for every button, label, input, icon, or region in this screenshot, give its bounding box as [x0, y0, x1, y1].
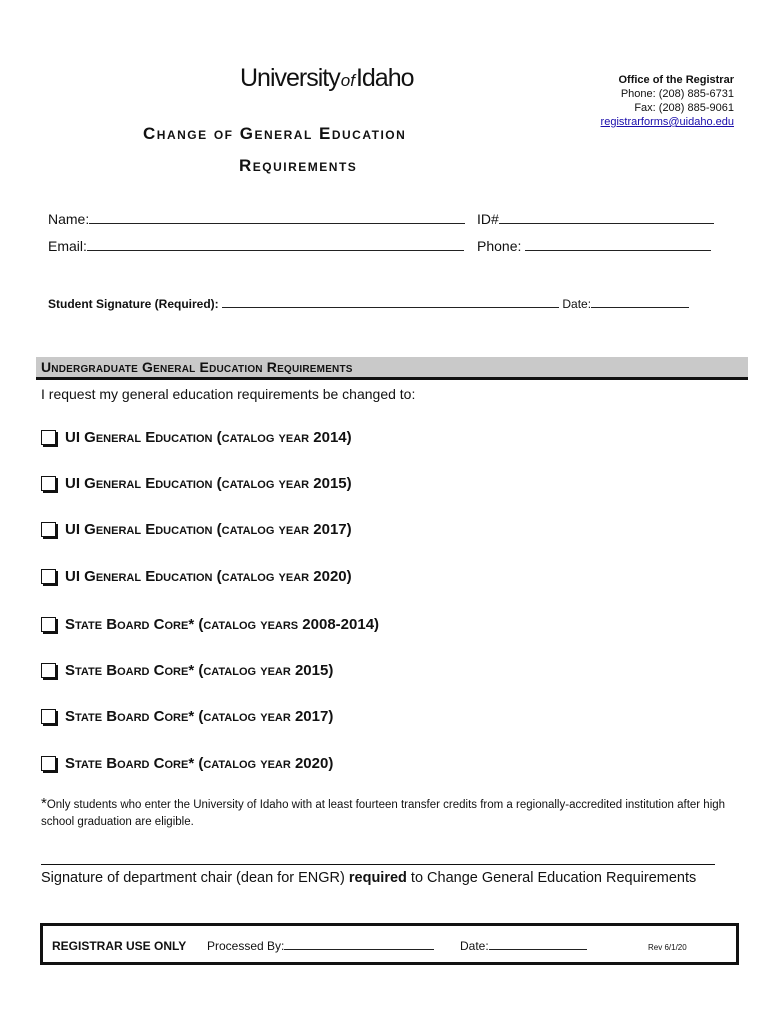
email-label: Email: — [48, 238, 87, 254]
option-label: State Board Core* (catalog year 2020) — [65, 755, 334, 772]
revision-label: Rev 6/1/20 — [648, 943, 687, 952]
department-signature-caption — [41, 870, 696, 886]
footnote-text: Only students who enter the University of Idaho with at least fourteen transfer credits from a regionally-accredited institution after high school graduation are eligible. — [41, 799, 726, 828]
option-ui-gen-ed-2020[interactable] — [41, 568, 352, 585]
office-phone: Phone: (208) 885-6731 — [620, 88, 734, 100]
phone-label: Phone: — [477, 238, 522, 254]
checkbox[interactable] — [41, 663, 56, 678]
option-label: State Board Core* (catalog years 2008-2014) — [65, 616, 380, 633]
checkbox[interactable] — [41, 522, 56, 537]
dept-caption-before: Signature of department chair (dean for ENGR) — [41, 870, 349, 886]
option-state-board-2020[interactable] — [41, 755, 333, 772]
request-text: I request my general education requirements be changed to: — [41, 386, 416, 402]
department-signature-line[interactable] — [41, 864, 715, 865]
footnote — [41, 795, 741, 831]
signature-label: Student Signature (Required): — [48, 297, 219, 311]
email-input-line[interactable] — [87, 238, 464, 251]
name-input-line[interactable] — [89, 211, 465, 224]
option-state-board-2015[interactable] — [41, 662, 333, 679]
dept-caption-after: to Change General Education Requirements — [406, 870, 697, 886]
phone-input-line[interactable] — [525, 238, 711, 251]
phone-field[interactable] — [477, 238, 711, 254]
name-label: Name: — [48, 211, 90, 227]
student-signature-field[interactable] — [48, 297, 689, 311]
option-ui-gen-ed-2017[interactable] — [41, 521, 352, 538]
logo-text-of: of — [340, 71, 355, 90]
logo-text-idaho: Idaho — [355, 64, 414, 92]
office-title: Office of the Registrar — [618, 74, 734, 86]
option-state-board-2008-2014[interactable] — [41, 616, 379, 633]
checkbox[interactable] — [41, 617, 56, 632]
checkbox[interactable] — [41, 476, 56, 491]
registrar-date-line[interactable] — [489, 939, 587, 950]
option-ui-gen-ed-2014[interactable] — [41, 429, 352, 446]
option-label: State Board Core* (catalog year 2017) — [65, 708, 334, 725]
signature-date-input-line[interactable] — [591, 297, 689, 308]
section-title: Undergraduate General Education Requirements — [41, 359, 353, 375]
processed-by-field[interactable] — [207, 939, 434, 953]
registrar-use-only-label: REGISTRAR USE ONLY — [52, 939, 187, 953]
registrar-date-label: Date: — [460, 939, 489, 953]
university-logo — [240, 64, 414, 93]
checkbox[interactable] — [41, 569, 56, 584]
form-title-line1: Change of General Education — [143, 124, 407, 143]
footnote-asterisk: * — [41, 795, 47, 812]
signature-date-label: Date: — [562, 297, 592, 311]
email-field[interactable] — [48, 238, 464, 254]
option-label: State Board Core* (catalog year 2015) — [65, 662, 334, 679]
form-title — [143, 118, 406, 182]
processed-by-line[interactable] — [284, 939, 434, 950]
signature-input-line[interactable] — [222, 297, 559, 308]
id-label: ID# — [477, 211, 499, 227]
processed-by-label: Processed By: — [207, 939, 285, 953]
checkbox[interactable] — [41, 756, 56, 771]
dept-caption-required: required — [348, 870, 407, 886]
option-ui-gen-ed-2015[interactable] — [41, 475, 352, 492]
office-email-link[interactable]: registrarforms@uidaho.edu — [600, 116, 734, 128]
checkbox[interactable] — [41, 430, 56, 445]
id-input-line[interactable] — [499, 211, 714, 224]
checkbox[interactable] — [41, 709, 56, 724]
form-title-line2: Requirements — [239, 156, 358, 175]
option-state-board-2017[interactable] — [41, 708, 333, 725]
option-label: UI General Education (catalog year 2014) — [65, 429, 352, 446]
office-fax: Fax: (208) 885-9061 — [634, 102, 734, 114]
registrar-date-field[interactable] — [460, 939, 587, 953]
name-field[interactable] — [48, 211, 465, 227]
logo-text-university: University — [240, 64, 340, 92]
option-label: UI General Education (catalog year 2017) — [65, 521, 352, 538]
id-field[interactable] — [477, 211, 714, 227]
option-label: UI General Education (catalog year 2015) — [65, 475, 352, 492]
option-label: UI General Education (catalog year 2020) — [65, 568, 352, 585]
registrar-contact-block — [601, 73, 734, 129]
